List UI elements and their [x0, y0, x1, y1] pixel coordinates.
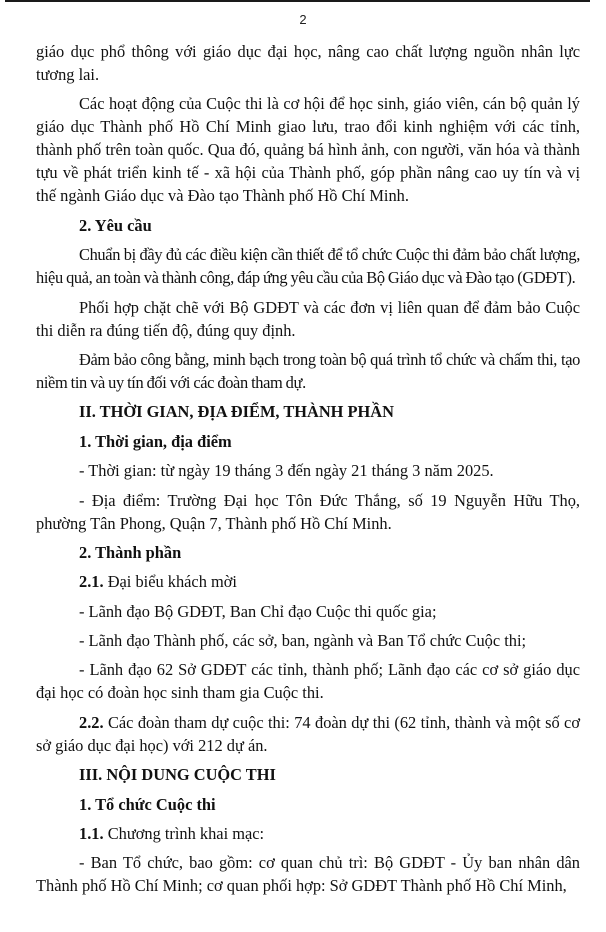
item-number: 2.2. [79, 712, 104, 732]
paragraph-coordination: Phối hợp chặt chẽ với Bộ GDĐT và các đơn vị liên quan để đảm bảo Cuộc thi diễn ra đúng tiến độ, đúng quy định. [36, 297, 580, 340]
paragraph-continuation: giáo dục phổ thông với giáo dục đại học, nâng cao chất lượng nguồn nhân lực tương lai. [36, 42, 580, 84]
list-item: - Lãnh đạo Thành phố, các sở, ban, ngành và Ban Tổ chức Cuộc thi; [79, 631, 527, 651]
heading-participants: 2. Thành phần [79, 542, 182, 562]
paragraph-fairness: Đảm bảo công bằng, minh bạch trong toàn bộ quá trình tổ chức và chấm thi, tạo niềm tin và uy tín đối với các đoàn tham dự. [36, 349, 580, 392]
item-text: Các đoàn tham dự cuộc thi: 74 đoàn dự thi (62 tỉnh, thành và một số cơ sở giáo dục đại học) với 212 dự án. [36, 712, 580, 755]
paragraph-time: - Thời gian: từ ngày 19 tháng 3 đến ngày 21 tháng 3 năm 2025. [79, 461, 494, 481]
item-number: 2.1. [79, 572, 104, 592]
paragraph-organizing-committee: - Ban Tổ chức, bao gồm: cơ quan chủ trì: Bộ GDĐT - Ủy ban nhân dân Thành phố Hồ Chí Minh; cơ quan phối hợp: Sở GDĐT Thành phố Hồ Chí Minh, [36, 853, 580, 896]
page-number: 2 [299, 12, 307, 27]
paragraph-guests [36, 570, 580, 593]
paragraph-activities: Các hoạt động của Cuộc thi là cơ hội để học sinh, giáo viên, cán bộ quản lý giáo dục Thành phố Hồ Chí Minh giao lưu, trao đổi kinh nghiệm với các tỉnh, thành phố trên toàn quốc. Qua đó, quảng bá hình ảnh, con người, văn hóa và thành tựu về phát triển kinh tế - xã hội của Thành phố, góp phần nâng cao uy tín và vị thế ngành Giáo dục và Đào tạo Thành phố Hồ Chí Minh. [36, 94, 580, 206]
document-body [36, 40, 580, 904]
page-top-border [5, 0, 590, 2]
paragraph-preparation: Chuẩn bị đầy đủ các điều kiện cần thiết để tổ chức Cuộc thi đảm bảo chất lượng, hiệu quả, an toàn và thành công, đáp ứng yêu cầu của Bộ Giáo dục và Đào tạo (GDĐT). [36, 245, 580, 288]
heading-section-3: III. NỘI DUNG CUỘC THI [79, 765, 276, 785]
paragraph-delegations [36, 711, 580, 757]
paragraph-location: - Địa điểm: Trường Đại học Tôn Đức Thắng, số 19 Nguyễn Hữu Thọ, phường Tân Phong, Quận 7, Thành phố Hồ Chí Minh. [36, 490, 580, 533]
list-item: - Lãnh đạo 62 Sở GDĐT các tỉnh, thành phố; Lãnh đạo các cơ sở giáo dục đại học có đoàn học sinh tham gia Cuộc thi. [36, 660, 580, 703]
item-text: Đại biểu khách mời [103, 572, 237, 592]
item-text: Chương trình khai mạc: [103, 824, 265, 844]
item-number: 1.1. [79, 824, 104, 844]
heading-requirements: 2. Yêu cầu [79, 215, 152, 235]
heading-time-location: 1. Thời gian, địa điểm [79, 431, 232, 451]
heading-section-2: II. THỜI GIAN, ĐỊA ĐIỂM, THÀNH PHẦN [79, 402, 394, 422]
heading-organization: 1. Tổ chức Cuộc thi [79, 794, 216, 814]
list-item: - Lãnh đạo Bộ GDĐT, Ban Chỉ đạo Cuộc thi quốc gia; [79, 601, 437, 621]
paragraph-opening-program [36, 822, 580, 845]
